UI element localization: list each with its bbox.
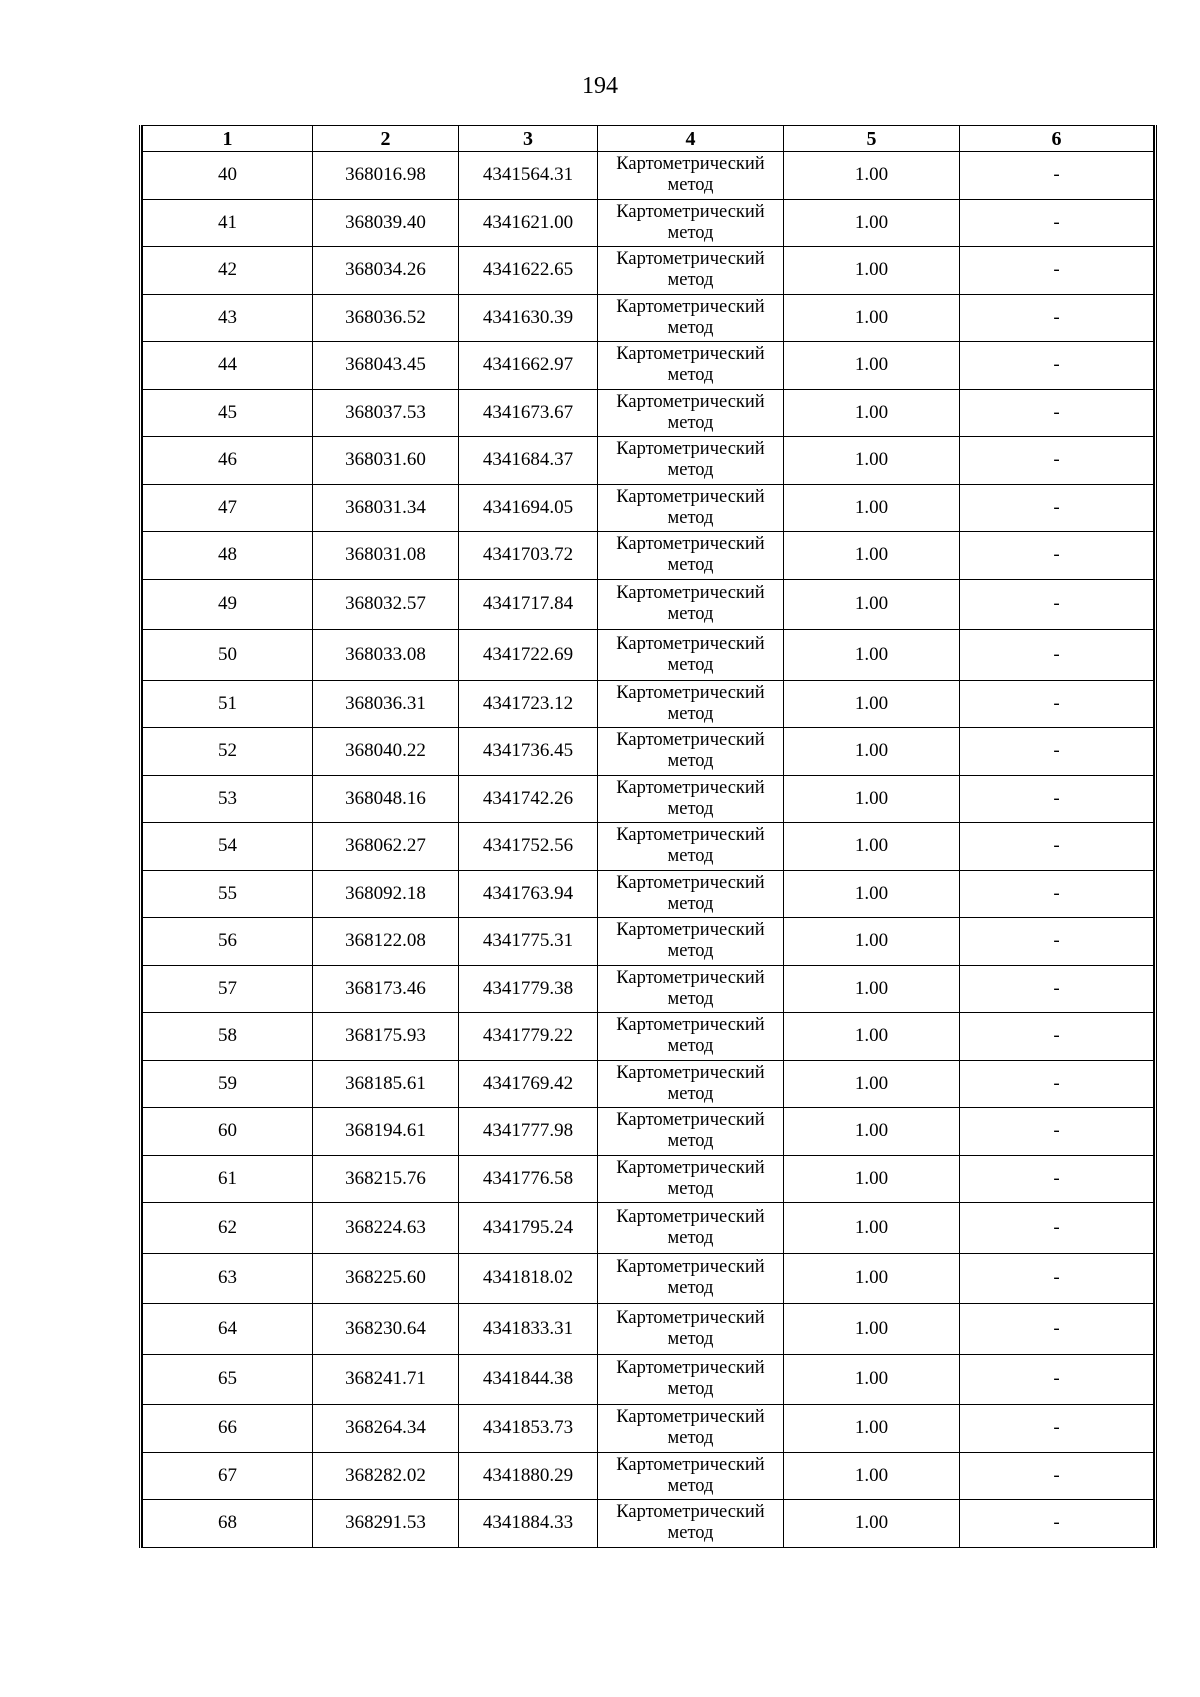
cell-coordinate-y: 4341673.67 (459, 389, 598, 437)
cell-coordinate-y: 4341742.26 (459, 775, 598, 823)
cell-method (598, 1060, 784, 1108)
cell-accuracy: 1.00 (784, 965, 960, 1013)
method-line-1: Картометрический (616, 825, 765, 846)
column-header: 6 (960, 126, 1154, 152)
cell-point-number: 67 (143, 1452, 313, 1500)
cell-coordinate-y: 4341795.24 (459, 1203, 598, 1254)
cell-note: - (960, 1253, 1154, 1304)
method-line-2: метод (667, 654, 714, 675)
cell-method (598, 579, 784, 630)
table-header-row (143, 126, 1154, 152)
table-row (143, 1060, 1154, 1108)
method-line-2: метод (667, 1428, 714, 1449)
cell-note: - (960, 247, 1154, 295)
table-row (143, 1405, 1154, 1453)
cell-note: - (960, 532, 1154, 580)
cell-note: - (960, 630, 1154, 681)
method-line-1: Картометрический (616, 1015, 765, 1036)
method-line-2: метод (667, 222, 714, 243)
method-line-2: метод (667, 412, 714, 433)
cell-method (598, 152, 784, 200)
cell-coordinate-y: 4341779.38 (459, 965, 598, 1013)
method-line-1: Картометрический (616, 1110, 765, 1131)
table-row (143, 1108, 1154, 1156)
method-line-1: Картометрический (616, 920, 765, 941)
cell-point-number: 52 (143, 728, 313, 776)
cell-point-number: 59 (143, 1060, 313, 1108)
cell-coordinate-y: 4341769.42 (459, 1060, 598, 1108)
cell-coordinate-y: 4341722.69 (459, 630, 598, 681)
cell-coordinate-x: 368036.52 (313, 294, 459, 342)
cell-coordinate-y: 4341564.31 (459, 152, 598, 200)
method-line-1: Картометрический (616, 249, 765, 270)
cell-point-number: 48 (143, 532, 313, 580)
cell-point-number: 51 (143, 680, 313, 728)
cell-coordinate-x: 368031.60 (313, 437, 459, 485)
cell-method (598, 1013, 784, 1061)
cell-point-number: 46 (143, 437, 313, 485)
cell-coordinate-x: 368215.76 (313, 1155, 459, 1203)
cell-coordinate-y: 4341723.12 (459, 680, 598, 728)
cell-method (598, 1452, 784, 1500)
method-line-1: Картометрический (616, 1062, 765, 1083)
cell-method (598, 437, 784, 485)
table-row (143, 918, 1154, 966)
table-row (143, 1013, 1154, 1061)
cell-note: - (960, 1013, 1154, 1061)
method-line-2: метод (667, 507, 714, 528)
table-row (143, 579, 1154, 630)
table-row (143, 1452, 1154, 1500)
column-header: 1 (143, 126, 313, 152)
method-line-2: метод (667, 317, 714, 338)
cell-method (598, 247, 784, 295)
cell-coordinate-y: 4341662.97 (459, 342, 598, 390)
table-row (143, 152, 1154, 200)
cell-point-number: 42 (143, 247, 313, 295)
table-row (143, 437, 1154, 485)
method-line-1: Картометрический (616, 1407, 765, 1428)
method-line-2: метод (667, 941, 714, 962)
cell-coordinate-y: 4341694.05 (459, 484, 598, 532)
cell-point-number: 58 (143, 1013, 313, 1061)
cell-accuracy: 1.00 (784, 152, 960, 200)
cell-point-number: 41 (143, 199, 313, 247)
cell-coordinate-x: 368016.98 (313, 152, 459, 200)
cell-point-number: 57 (143, 965, 313, 1013)
cell-note: - (960, 823, 1154, 871)
cell-coordinate-x: 368039.40 (313, 199, 459, 247)
cell-method (598, 680, 784, 728)
cell-coordinate-y: 4341777.98 (459, 1108, 598, 1156)
method-line-1: Картометрический (616, 534, 765, 555)
cell-coordinate-y: 4341717.84 (459, 579, 598, 630)
cell-note: - (960, 870, 1154, 918)
cell-note: - (960, 437, 1154, 485)
cell-method (598, 532, 784, 580)
column-header: 3 (459, 126, 598, 152)
cell-method (598, 1253, 784, 1304)
cell-method (598, 1500, 784, 1548)
column-header: 4 (598, 126, 784, 152)
method-line-1: Картометрический (616, 201, 765, 222)
cell-note: - (960, 294, 1154, 342)
method-line-1: Картометрический (616, 777, 765, 798)
table-row (143, 342, 1154, 390)
method-line-2: метод (667, 703, 714, 724)
cell-accuracy: 1.00 (784, 342, 960, 390)
method-line-1: Картометрический (616, 872, 765, 893)
cell-point-number: 63 (143, 1253, 313, 1304)
method-line-2: метод (667, 1131, 714, 1152)
column-header: 2 (313, 126, 459, 152)
method-line-1: Картометрический (616, 1307, 765, 1328)
cell-point-number: 61 (143, 1155, 313, 1203)
table-row (143, 1253, 1154, 1304)
cell-note: - (960, 484, 1154, 532)
cell-coordinate-y: 4341630.39 (459, 294, 598, 342)
coordinates-table-frame (139, 125, 1157, 1548)
cell-coordinate-y: 4341621.00 (459, 199, 598, 247)
cell-coordinate-x: 368225.60 (313, 1253, 459, 1304)
cell-accuracy: 1.00 (784, 680, 960, 728)
method-line-2: метод (667, 460, 714, 481)
method-line-2: метод (667, 1523, 714, 1544)
cell-note: - (960, 152, 1154, 200)
method-line-1: Картометрический (616, 967, 765, 988)
cell-note: - (960, 965, 1154, 1013)
cell-method (598, 965, 784, 1013)
page-number: 194 (582, 73, 618, 99)
cell-coordinate-x: 368230.64 (313, 1304, 459, 1355)
cell-note: - (960, 1060, 1154, 1108)
cell-accuracy: 1.00 (784, 1405, 960, 1453)
cell-note: - (960, 1500, 1154, 1548)
cell-point-number: 45 (143, 389, 313, 437)
table-row (143, 965, 1154, 1013)
table-row (143, 1304, 1154, 1355)
cell-accuracy: 1.00 (784, 1253, 960, 1304)
cell-point-number: 60 (143, 1108, 313, 1156)
cell-coordinate-x: 368032.57 (313, 579, 459, 630)
cell-method (598, 389, 784, 437)
cell-coordinate-x: 368224.63 (313, 1203, 459, 1254)
method-line-1: Картометрический (616, 439, 765, 460)
cell-accuracy: 1.00 (784, 870, 960, 918)
cell-coordinate-x: 368034.26 (313, 247, 459, 295)
cell-accuracy: 1.00 (784, 389, 960, 437)
cell-point-number: 49 (143, 579, 313, 630)
cell-accuracy: 1.00 (784, 918, 960, 966)
cell-method (598, 484, 784, 532)
cell-note: - (960, 728, 1154, 776)
cell-method (598, 1203, 784, 1254)
cell-coordinate-x: 368282.02 (313, 1452, 459, 1500)
method-line-2: метод (667, 751, 714, 772)
method-line-2: метод (667, 846, 714, 867)
table-row (143, 870, 1154, 918)
cell-coordinate-y: 4341736.45 (459, 728, 598, 776)
cell-point-number: 65 (143, 1354, 313, 1405)
cell-coordinate-y: 4341622.65 (459, 247, 598, 295)
cell-coordinate-x: 368037.53 (313, 389, 459, 437)
method-line-1: Картометрический (616, 1358, 765, 1379)
cell-method (598, 870, 784, 918)
cell-coordinate-x: 368048.16 (313, 775, 459, 823)
cell-point-number: 68 (143, 1500, 313, 1548)
table-row (143, 680, 1154, 728)
table-row (143, 247, 1154, 295)
cell-coordinate-y: 4341818.02 (459, 1253, 598, 1304)
cell-point-number: 53 (143, 775, 313, 823)
method-line-2: метод (667, 555, 714, 576)
cell-coordinate-x: 368033.08 (313, 630, 459, 681)
cell-point-number: 62 (143, 1203, 313, 1254)
table-row (143, 1500, 1154, 1548)
method-line-2: метод (667, 604, 714, 625)
cell-note: - (960, 389, 1154, 437)
method-line-1: Картометрический (616, 1157, 765, 1178)
cell-coordinate-x: 368194.61 (313, 1108, 459, 1156)
cell-point-number: 50 (143, 630, 313, 681)
method-line-2: метод (667, 1036, 714, 1057)
cell-coordinate-y: 4341775.31 (459, 918, 598, 966)
cell-accuracy: 1.00 (784, 1203, 960, 1254)
cell-coordinate-x: 368043.45 (313, 342, 459, 390)
cell-coordinate-x: 368031.34 (313, 484, 459, 532)
cell-method (598, 823, 784, 871)
method-line-2: метод (667, 893, 714, 914)
cell-coordinate-x: 368175.93 (313, 1013, 459, 1061)
cell-method (598, 728, 784, 776)
method-line-2: метод (667, 270, 714, 291)
cell-coordinate-y: 4341844.38 (459, 1354, 598, 1405)
cell-accuracy: 1.00 (784, 1155, 960, 1203)
cell-accuracy: 1.00 (784, 1060, 960, 1108)
table-row (143, 1354, 1154, 1405)
cell-accuracy: 1.00 (784, 775, 960, 823)
table-row (143, 389, 1154, 437)
cell-accuracy: 1.00 (784, 437, 960, 485)
cell-note: - (960, 1304, 1154, 1355)
method-line-2: метод (667, 1328, 714, 1349)
method-line-2: метод (667, 365, 714, 386)
cell-note: - (960, 199, 1154, 247)
table-row (143, 823, 1154, 871)
cell-coordinate-x: 368291.53 (313, 1500, 459, 1548)
table-row (143, 294, 1154, 342)
coordinates-table (142, 125, 1154, 1548)
method-line-1: Картометрический (616, 633, 765, 654)
cell-coordinate-y: 4341779.22 (459, 1013, 598, 1061)
table-row (143, 1155, 1154, 1203)
cell-accuracy: 1.00 (784, 1354, 960, 1405)
cell-note: - (960, 1452, 1154, 1500)
cell-point-number: 55 (143, 870, 313, 918)
table-row (143, 484, 1154, 532)
column-header: 5 (784, 126, 960, 152)
cell-point-number: 66 (143, 1405, 313, 1453)
cell-accuracy: 1.00 (784, 532, 960, 580)
cell-coordinate-x: 368173.46 (313, 965, 459, 1013)
cell-point-number: 64 (143, 1304, 313, 1355)
cell-note: - (960, 1155, 1154, 1203)
cell-accuracy: 1.00 (784, 484, 960, 532)
cell-coordinate-y: 4341880.29 (459, 1452, 598, 1500)
cell-accuracy: 1.00 (784, 1013, 960, 1061)
method-line-2: метод (667, 1379, 714, 1400)
method-line-1: Картометрический (616, 730, 765, 751)
cell-coordinate-x: 368092.18 (313, 870, 459, 918)
cell-note: - (960, 342, 1154, 390)
cell-method (598, 294, 784, 342)
cell-method (598, 775, 784, 823)
cell-method (598, 1155, 784, 1203)
cell-accuracy: 1.00 (784, 579, 960, 630)
cell-coordinate-x: 368036.31 (313, 680, 459, 728)
cell-coordinate-y: 4341763.94 (459, 870, 598, 918)
cell-accuracy: 1.00 (784, 1304, 960, 1355)
cell-note: - (960, 918, 1154, 966)
cell-point-number: 43 (143, 294, 313, 342)
method-line-2: метод (667, 1278, 714, 1299)
cell-coordinate-y: 4341833.31 (459, 1304, 598, 1355)
cell-method (598, 1108, 784, 1156)
method-line-1: Картометрический (616, 296, 765, 317)
cell-coordinate-x: 368264.34 (313, 1405, 459, 1453)
cell-note: - (960, 1203, 1154, 1254)
cell-coordinate-x: 368185.61 (313, 1060, 459, 1108)
table-row (143, 1203, 1154, 1254)
table-row (143, 199, 1154, 247)
cell-coordinate-y: 4341776.58 (459, 1155, 598, 1203)
cell-coordinate-y: 4341752.56 (459, 823, 598, 871)
cell-method (598, 1354, 784, 1405)
method-line-2: метод (667, 1227, 714, 1248)
method-line-1: Картометрический (616, 682, 765, 703)
cell-coordinate-x: 368040.22 (313, 728, 459, 776)
cell-point-number: 44 (143, 342, 313, 390)
method-line-2: метод (667, 175, 714, 196)
method-line-2: метод (667, 988, 714, 1009)
cell-note: - (960, 1354, 1154, 1405)
cell-coordinate-x: 368241.71 (313, 1354, 459, 1405)
table-body (143, 152, 1154, 1548)
cell-note: - (960, 579, 1154, 630)
cell-coordinate-x: 368062.27 (313, 823, 459, 871)
cell-accuracy: 1.00 (784, 630, 960, 681)
method-line-2: метод (667, 1178, 714, 1199)
method-line-1: Картометрический (616, 1206, 765, 1227)
cell-note: - (960, 1405, 1154, 1453)
method-line-2: метод (667, 1083, 714, 1104)
method-line-1: Картометрический (616, 1454, 765, 1475)
table-row (143, 728, 1154, 776)
method-line-2: метод (667, 1475, 714, 1496)
cell-accuracy: 1.00 (784, 728, 960, 776)
cell-note: - (960, 680, 1154, 728)
cell-coordinate-y: 4341703.72 (459, 532, 598, 580)
cell-note: - (960, 1108, 1154, 1156)
cell-accuracy: 1.00 (784, 1108, 960, 1156)
method-line-1: Картометрический (616, 344, 765, 365)
cell-coordinate-x: 368031.08 (313, 532, 459, 580)
cell-method (598, 630, 784, 681)
method-line-2: метод (667, 798, 714, 819)
cell-accuracy: 1.00 (784, 199, 960, 247)
cell-method (598, 342, 784, 390)
cell-method (598, 1405, 784, 1453)
cell-coordinate-y: 4341853.73 (459, 1405, 598, 1453)
method-line-1: Картометрический (616, 486, 765, 507)
cell-coordinate-y: 4341684.37 (459, 437, 598, 485)
method-line-1: Картометрический (616, 154, 765, 175)
method-line-1: Картометрический (616, 583, 765, 604)
cell-note: - (960, 775, 1154, 823)
table-row (143, 532, 1154, 580)
cell-accuracy: 1.00 (784, 823, 960, 871)
table-row (143, 775, 1154, 823)
cell-coordinate-y: 4341884.33 (459, 1500, 598, 1548)
cell-coordinate-x: 368122.08 (313, 918, 459, 966)
cell-method (598, 1304, 784, 1355)
method-line-1: Картометрический (616, 1257, 765, 1278)
method-line-1: Картометрический (616, 1502, 765, 1523)
method-line-1: Картометрический (616, 391, 765, 412)
cell-method (598, 918, 784, 966)
cell-point-number: 54 (143, 823, 313, 871)
cell-point-number: 40 (143, 152, 313, 200)
cell-point-number: 56 (143, 918, 313, 966)
cell-accuracy: 1.00 (784, 1500, 960, 1548)
cell-accuracy: 1.00 (784, 247, 960, 295)
cell-point-number: 47 (143, 484, 313, 532)
cell-method (598, 199, 784, 247)
cell-accuracy: 1.00 (784, 294, 960, 342)
cell-accuracy: 1.00 (784, 1452, 960, 1500)
table-row (143, 630, 1154, 681)
